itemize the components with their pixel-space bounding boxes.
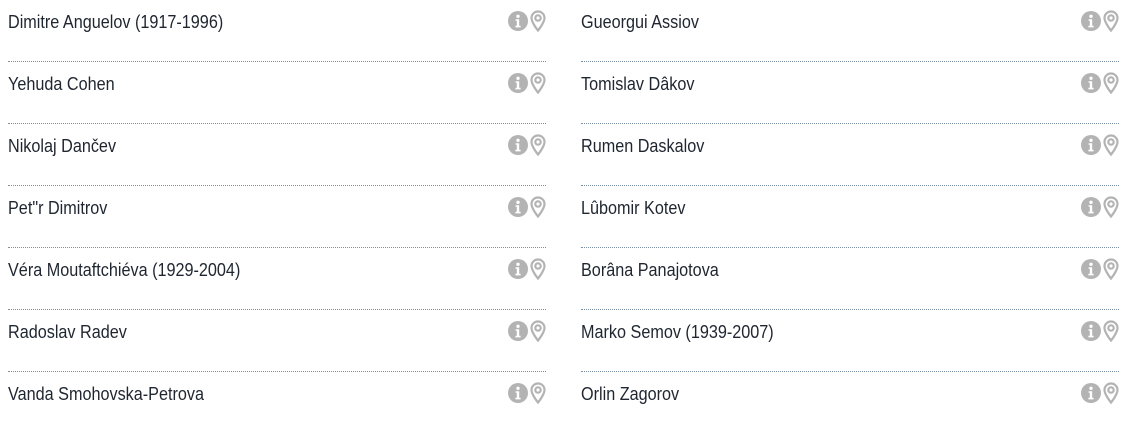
info-circle-icon[interactable] <box>1080 10 1102 32</box>
list-item <box>8 248 546 310</box>
person-name-link[interactable]: Radoslav Radev <box>8 322 127 342</box>
list-item <box>581 310 1119 372</box>
person-name-link[interactable]: Tomislav Dâkov <box>581 74 695 94</box>
info-circle-icon[interactable] <box>507 134 529 156</box>
map-marker-icon[interactable] <box>530 258 546 280</box>
map-marker-icon[interactable] <box>1103 382 1119 404</box>
person-actions <box>1080 320 1119 342</box>
person-name-link[interactable]: Rumen Daskalov <box>581 136 705 156</box>
info-circle-icon[interactable] <box>507 258 529 280</box>
info-circle-icon[interactable] <box>507 72 529 94</box>
map-marker-icon[interactable] <box>1103 258 1119 280</box>
info-circle-icon[interactable] <box>507 320 529 342</box>
person-actions <box>507 258 546 280</box>
person-actions <box>1080 134 1119 156</box>
person-name-link[interactable]: Dimitre Anguelov (1917-1996) <box>8 12 224 32</box>
map-marker-icon[interactable] <box>1103 320 1119 342</box>
person-actions <box>507 10 546 32</box>
person-name-link[interactable]: Véra Moutaftchiéva (1929-2004) <box>8 260 241 280</box>
person-name-link[interactable]: Vanda Smohovska-Petrova <box>8 384 205 404</box>
person-name-link[interactable]: Gueorgui Assiov <box>581 12 699 32</box>
list-item <box>581 62 1119 124</box>
info-circle-icon[interactable] <box>1080 258 1102 280</box>
person-actions <box>1080 10 1119 32</box>
info-circle-icon[interactable] <box>507 382 529 404</box>
map-marker-icon[interactable] <box>1103 72 1119 94</box>
person-actions <box>507 134 546 156</box>
person-name-link[interactable]: Nikolaj Dančev <box>8 136 117 156</box>
info-circle-icon[interactable] <box>1080 72 1102 94</box>
map-marker-icon[interactable] <box>1103 10 1119 32</box>
list-item <box>581 186 1119 248</box>
person-list-right-column <box>581 0 1119 434</box>
map-marker-icon[interactable] <box>1103 134 1119 156</box>
map-marker-icon[interactable] <box>530 320 546 342</box>
person-actions <box>1080 258 1119 280</box>
list-item <box>8 62 546 124</box>
map-marker-icon[interactable] <box>530 72 546 94</box>
info-circle-icon[interactable] <box>1080 320 1102 342</box>
map-marker-icon[interactable] <box>530 134 546 156</box>
person-actions <box>507 382 546 404</box>
list-item <box>581 248 1119 310</box>
map-marker-icon[interactable] <box>530 382 546 404</box>
list-item <box>8 186 546 248</box>
person-actions <box>507 196 546 218</box>
info-circle-icon[interactable] <box>1080 196 1102 218</box>
person-name-link[interactable]: Lûbomir Kotev <box>581 198 686 218</box>
info-circle-icon[interactable] <box>507 196 529 218</box>
person-actions <box>507 72 546 94</box>
person-actions <box>1080 196 1119 218</box>
list-item <box>581 0 1119 62</box>
map-marker-icon[interactable] <box>1103 196 1119 218</box>
info-circle-icon[interactable] <box>507 10 529 32</box>
person-name-link[interactable]: Orlin Zagorov <box>581 384 680 404</box>
info-circle-icon[interactable] <box>1080 382 1102 404</box>
info-circle-icon[interactable] <box>1080 134 1102 156</box>
person-name-link[interactable]: Yehuda Cohen <box>8 74 115 94</box>
person-actions <box>507 320 546 342</box>
person-name-link[interactable]: Marko Semov (1939-2007) <box>581 322 774 342</box>
map-marker-icon[interactable] <box>530 10 546 32</box>
person-list-left-column <box>8 0 546 434</box>
person-name-link[interactable]: Pet"r Dimitrov <box>8 198 108 218</box>
person-actions <box>1080 72 1119 94</box>
list-item <box>581 124 1119 186</box>
list-item <box>581 372 1119 434</box>
list-item <box>8 372 546 434</box>
list-item <box>8 310 546 372</box>
person-name-link[interactable]: Borâna Panajotova <box>581 260 719 280</box>
list-item <box>8 0 546 62</box>
person-actions <box>1080 382 1119 404</box>
map-marker-icon[interactable] <box>530 196 546 218</box>
list-item <box>8 124 546 186</box>
